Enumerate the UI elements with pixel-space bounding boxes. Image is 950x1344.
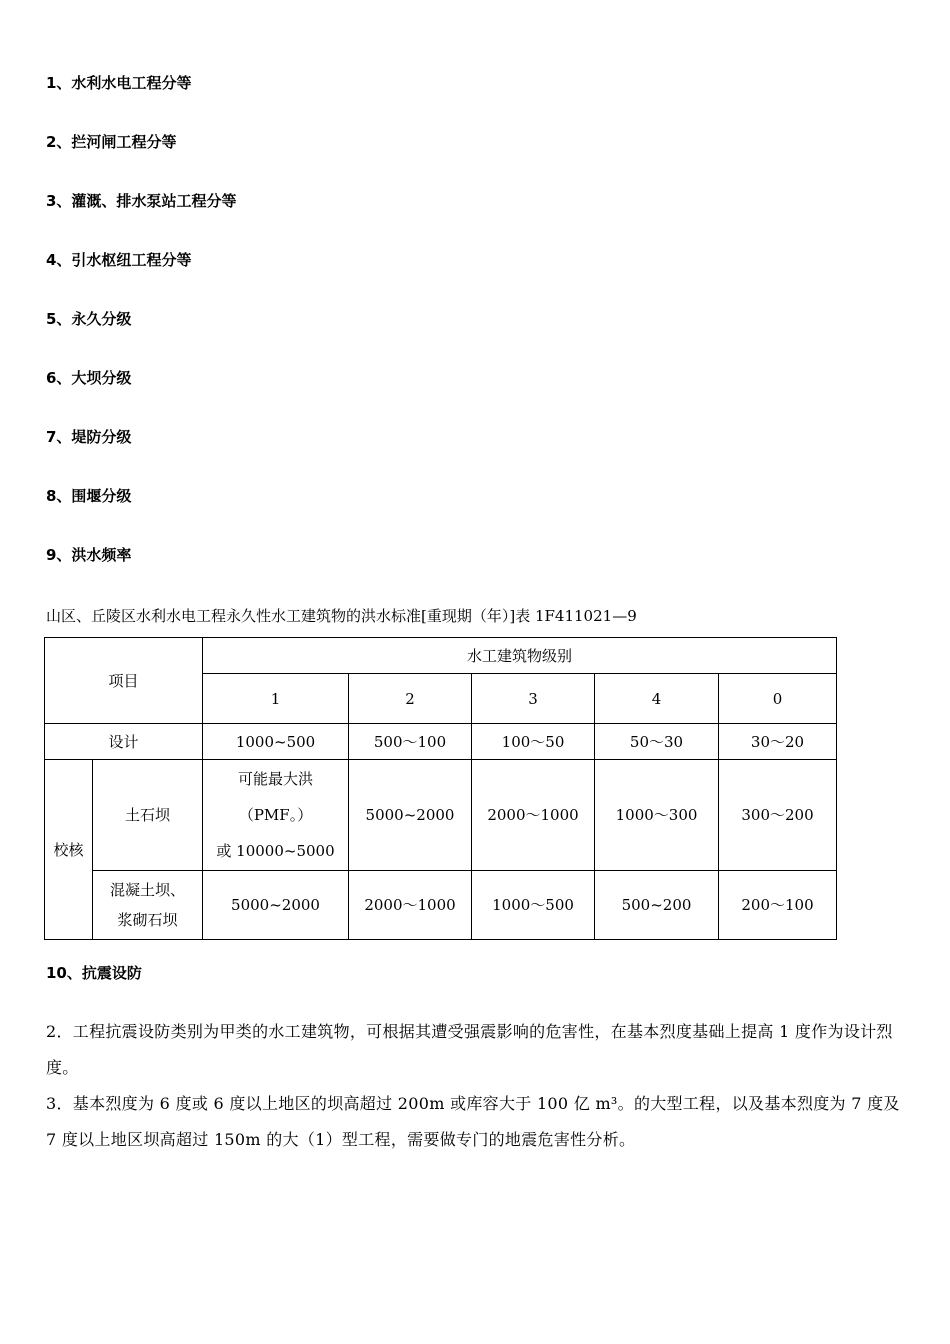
item-header-cell: 项目	[45, 638, 203, 724]
heading-10: 10、抗震设防	[46, 964, 142, 982]
heading-3: 3、灌溉、排水泵站工程分等	[46, 192, 237, 210]
earth-rock-value-cell: 1000～300	[595, 760, 719, 871]
heading-9: 9、洪水频率	[46, 546, 132, 564]
heading-4: 4、引水枢纽工程分等	[46, 251, 192, 269]
heading-8: 8、围堰分级	[46, 487, 132, 505]
paragraph-3: 3．基本烈度为 6 度或 6 度以上地区的坝高超过 200m 或库容大于 100 亿 m³。的大型工程，以及基本烈度为 7 度及 7 度以上地区坝高超过 150m 的大（1）型工程，需要做专门的地震危害性分析。	[46, 1094, 900, 1149]
design-value-cell: 30～20	[719, 724, 837, 760]
design-row	[45, 724, 837, 760]
heading-6: 6、大坝分级	[46, 369, 132, 387]
concrete-label-line: 混凝土坝、	[110, 881, 186, 899]
level-cell: 2	[349, 674, 472, 724]
concrete-value-cell: 500~200	[595, 871, 719, 940]
heading-2: 2、拦河闸工程分等	[46, 133, 177, 151]
group-header-cell: 水工建筑物级别	[203, 638, 837, 674]
earth-rock-row	[45, 760, 837, 871]
level-cell: 4	[595, 674, 719, 724]
level-cell: 0	[719, 674, 837, 724]
pmf-line: 或 10000~5000	[216, 842, 335, 860]
heading-5: 5、永久分级	[46, 310, 132, 328]
earth-rock-value-cell: 2000～1000	[472, 760, 595, 871]
design-value-cell: 1000~500	[203, 724, 349, 760]
flood-standard-table	[44, 637, 837, 940]
concrete-label-cell	[93, 871, 203, 940]
table-header-row	[45, 638, 837, 674]
concrete-label-line: 浆砌石坝	[117, 911, 178, 929]
design-label-cell: 设计	[45, 724, 203, 760]
earth-rock-label-cell: 土石坝	[93, 760, 203, 871]
earth-rock-value-cell: 300～200	[719, 760, 837, 871]
pmf-cell	[203, 760, 349, 871]
concrete-value-cell: 5000~2000	[203, 871, 349, 940]
heading-1: 1、水利水电工程分等	[46, 74, 192, 92]
design-value-cell: 500～100	[349, 724, 472, 760]
paragraph-2: 2．工程抗震设防类别为甲类的水工建筑物，可根据其遭受强震影响的危害性，在基本烈度基础上提高 1 度作为设计烈度。	[46, 1022, 893, 1077]
level-cell: 3	[472, 674, 595, 724]
concrete-value-cell: 200～100	[719, 871, 837, 940]
check-label-cell: 校核	[45, 760, 93, 940]
pmf-line: （PMF。）	[238, 806, 313, 824]
design-value-cell: 100～50	[472, 724, 595, 760]
table-caption: 山区、丘陵区水利水电工程永久性水工建筑物的洪水标准[重现期（年）]表 1F411021—9	[46, 607, 637, 625]
earth-rock-value-cell: 5000~2000	[349, 760, 472, 871]
concrete-row	[45, 871, 837, 940]
pmf-line: 可能最大洪	[238, 770, 314, 788]
design-value-cell: 50～30	[595, 724, 719, 760]
heading-7: 7、堤防分级	[46, 428, 132, 446]
level-cell: 1	[203, 674, 349, 724]
concrete-value-cell: 2000～1000	[349, 871, 472, 940]
concrete-value-cell: 1000～500	[472, 871, 595, 940]
